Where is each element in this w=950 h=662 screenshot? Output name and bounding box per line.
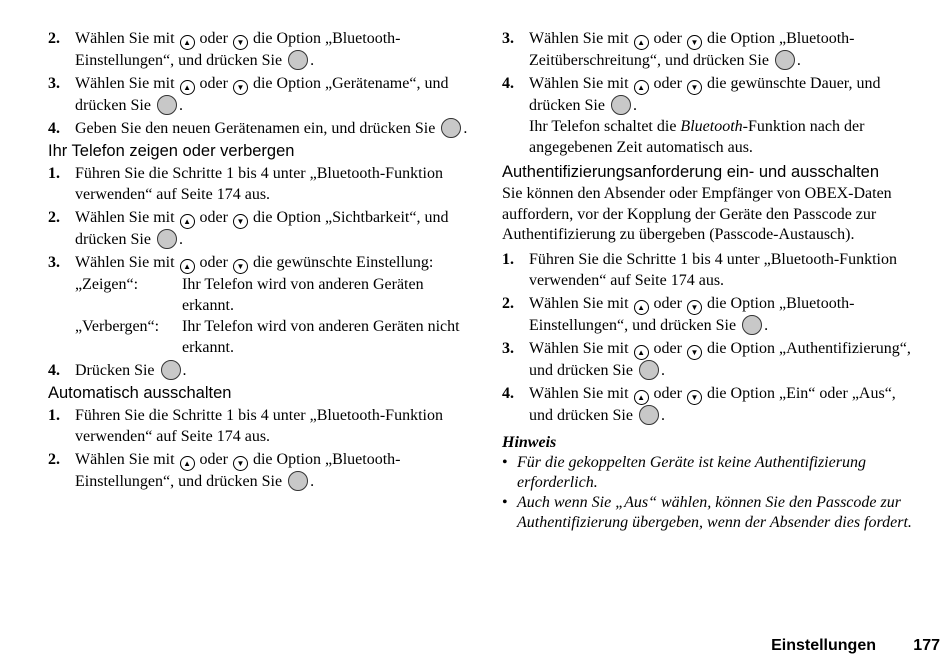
step-text: Führen Sie die Schritte 1 bis 4 unter „Bluetooth-Funktion verwenden“ auf Seite 174 aus. <box>75 407 443 445</box>
step-2-bluetooth-settings: 2. Wählen Sie mit ▲ oder ▼ die Option „Bluetooth-Einstellungen“, und drücken Sie . <box>502 294 855 334</box>
step-text: oder <box>199 75 228 92</box>
step-text: die Option „Sichtbarkeit“, und drücken Sie <box>75 209 449 248</box>
bullet: • <box>502 453 508 471</box>
ok-key-icon <box>161 360 181 380</box>
down-key-icon: ▼ <box>687 35 702 50</box>
section-intro-paragraph: Sie können den Absender oder Empfänger von OBEX-Daten auffordern, vor der Kopplung der Geräte den Passcode zur Authentifizierung zu übergeben (Passcode-Austausch). <box>502 185 892 243</box>
step-text: oder <box>199 30 228 47</box>
ok-key-icon <box>639 360 659 380</box>
step-text: oder <box>653 384 682 402</box>
page-number: 177 <box>913 637 940 654</box>
up-key-icon: ▲ <box>634 300 649 315</box>
up-key-icon: ▲ <box>634 35 649 50</box>
note-text: Für die gekoppelten Geräte ist keine Authentifizierung erforderlich. <box>517 453 866 491</box>
option-key: „Verbergen“: <box>75 318 160 335</box>
step-text: die Option „Bluetooth-Zeitüberschreitung“, und drücken Sie <box>529 30 855 69</box>
note-text: Auch wenn Sie „Aus“ wählen, können Sie den Passcode zur Authentifizierung übergeben, wenn der Absender dies fordert. <box>517 493 912 531</box>
step-text: Wählen Sie mit <box>529 75 629 92</box>
up-key-icon: ▲ <box>180 80 195 95</box>
ok-key-icon <box>775 50 795 70</box>
step-text: die gewünschte Einstellung: <box>252 254 434 271</box>
step-text: die Option „Bluetooth-Einstellungen“, und drücken Sie <box>75 30 401 69</box>
step-number: 3. <box>48 75 60 92</box>
down-key-icon: ▼ <box>233 214 248 229</box>
step-text: oder <box>653 30 682 47</box>
step-4-enter-name: 4. Geben Sie den neuen Gerätenamen ein, und drücken Sie . <box>48 120 468 137</box>
step-text: die Option „Ein“ oder „Aus“, und drücken Sie <box>529 384 896 424</box>
step-text: Wählen Sie mit <box>75 451 175 468</box>
option-show <box>75 274 468 316</box>
step-number: 1. <box>48 407 60 424</box>
up-key-icon: ▲ <box>634 80 649 95</box>
down-key-icon: ▼ <box>233 80 248 95</box>
up-key-icon: ▲ <box>634 390 649 405</box>
step-text: Wählen Sie mit <box>75 30 175 47</box>
step-4-duration: 4. Wählen Sie mit ▲ oder ▼ die gewünschte Dauer, und drücken Sie . <box>502 75 881 114</box>
step-number: 4. <box>502 75 514 92</box>
note-item <box>502 493 922 533</box>
option-key: „Zeigen“: <box>75 276 139 293</box>
step-number: 2. <box>48 30 60 47</box>
down-key-icon: ▼ <box>687 345 702 360</box>
step-2-bluetooth-settings: 2. Wählen Sie mit ▲ oder ▼ die Option „Bluetooth-Einstellungen“, und drücken Sie . <box>48 451 401 490</box>
step-text: Wählen Sie mit <box>529 384 629 402</box>
step-1-follow-steps <box>502 249 922 291</box>
step-text: Wählen Sie mit <box>529 339 629 357</box>
step-text: Wählen Sie mit <box>75 254 175 271</box>
step-4-press: 4. Drücken Sie . <box>48 362 187 379</box>
down-key-icon: ▼ <box>233 259 248 274</box>
section-heading-auto-off: Automatisch ausschalten <box>48 384 232 402</box>
step-number: 3. <box>48 254 60 271</box>
right-column <box>502 28 922 533</box>
step-text: die gewünschte Dauer, und drücken Sie <box>529 75 881 114</box>
step-4-result-text: Ihr Telefon schaltet die Bluetooth-Funktion nach der angegebenen Zeit automatisch aus. <box>529 118 865 156</box>
step-number: 1. <box>502 250 514 268</box>
bullet: • <box>502 493 508 511</box>
left-column <box>48 28 468 494</box>
option-value: Ihr Telefon wird von anderen Geräten nicht erkannt. <box>182 318 460 356</box>
up-key-icon: ▲ <box>180 259 195 274</box>
ok-key-icon <box>157 95 177 115</box>
step-text: oder <box>653 75 682 92</box>
step-text: Geben Sie den neuen Gerätenamen ein, und drücken Sie <box>75 120 436 137</box>
ok-key-icon <box>639 405 659 425</box>
ok-key-icon <box>157 229 177 249</box>
note-item <box>502 453 922 493</box>
step-text: Führen Sie die Schritte 1 bis 4 unter „Bluetooth-Funktion verwenden“ auf Seite 174 aus. <box>529 250 897 289</box>
step-text: Wählen Sie mit <box>529 294 629 312</box>
ok-key-icon <box>288 50 308 70</box>
step-number: 2. <box>502 294 514 312</box>
step-4-on-off: 4. Wählen Sie mit ▲ oder ▼ die Option „Ein“ oder „Aus“, und drücken Sie . <box>502 384 896 424</box>
up-key-icon: ▲ <box>634 345 649 360</box>
step-text: Drücken Sie <box>75 362 155 379</box>
footer-section-title: Einstellungen <box>771 637 876 654</box>
note-heading: Hinweis <box>502 433 557 451</box>
step-number: 3. <box>502 30 514 47</box>
down-key-icon: ▼ <box>233 456 248 471</box>
step-text: oder <box>199 254 228 271</box>
step-2-visibility: 2. Wählen Sie mit ▲ oder ▼ die Option „Sichtbarkeit“, und drücken Sie . <box>48 209 449 248</box>
up-key-icon: ▲ <box>180 214 195 229</box>
ok-key-icon <box>742 315 762 335</box>
section-heading-authentication: Authentifizierungsanforderung ein- und ausschalten <box>502 163 880 181</box>
step-1-follow-steps <box>48 405 468 447</box>
step-text: die Option „Bluetooth-Einstellungen“, und drücken Sie <box>75 451 401 490</box>
ok-key-icon <box>611 95 631 115</box>
up-key-icon: ▲ <box>180 35 195 50</box>
down-key-icon: ▼ <box>687 80 702 95</box>
step-text: die Option „Bluetooth-Einstellungen“, und drücken Sie <box>529 294 855 334</box>
up-key-icon: ▲ <box>180 456 195 471</box>
step-3-bluetooth-timeout: 3. Wählen Sie mit ▲ oder ▼ die Option „Bluetooth-Zeitüberschreitung“, und drücken Sie . <box>502 30 855 69</box>
step-number: 3. <box>502 339 514 357</box>
step-text: Wählen Sie mit <box>75 75 175 92</box>
step-number: 4. <box>502 384 514 402</box>
step-text: oder <box>653 294 682 312</box>
step-number: 2. <box>48 209 60 226</box>
ok-key-icon <box>288 471 308 491</box>
step-text: Führen Sie die Schritte 1 bis 4 unter „Bluetooth-Funktion verwenden“ auf Seite 174 aus. <box>75 165 443 203</box>
step-number: 4. <box>48 120 60 137</box>
step-number: 4. <box>48 362 60 379</box>
step-text: die Option „Authentifizierung“, und drücken Sie <box>529 339 911 379</box>
step-2-bluetooth-settings: 2. Wählen Sie mit ▲ oder ▼ die Option „Bluetooth-Einstellungen“, und drücken Sie . <box>48 30 401 69</box>
step-3-authentication: 3. Wählen Sie mit ▲ oder ▼ die Option „Authentifizierung“, und drücken Sie . <box>502 339 911 379</box>
step-3-choose-setting <box>48 252 468 274</box>
step-text: oder <box>199 209 228 226</box>
down-key-icon: ▼ <box>687 390 702 405</box>
step-number: 1. <box>48 165 60 182</box>
step-text: Wählen Sie mit <box>75 209 175 226</box>
ok-key-icon <box>441 118 461 138</box>
down-key-icon: ▼ <box>687 300 702 315</box>
step-text: oder <box>199 451 228 468</box>
step-text: Wählen Sie mit <box>529 30 629 47</box>
option-hide <box>75 316 468 358</box>
step-text: die Option „Gerätename“, und drücken Sie <box>75 75 449 114</box>
down-key-icon: ▼ <box>233 35 248 50</box>
step-number: 2. <box>48 451 60 468</box>
section-heading-visibility: Ihr Telefon zeigen oder verbergen <box>48 142 295 160</box>
step-1-follow-steps <box>48 163 468 205</box>
bluetooth-term: Bluetooth <box>680 118 743 135</box>
step-3-device-name: 3. Wählen Sie mit ▲ oder ▼ die Option „Gerätename“, und drücken Sie . <box>48 75 449 114</box>
step-text: oder <box>653 339 682 357</box>
option-value: Ihr Telefon wird von anderen Geräten erkannt. <box>182 276 424 314</box>
